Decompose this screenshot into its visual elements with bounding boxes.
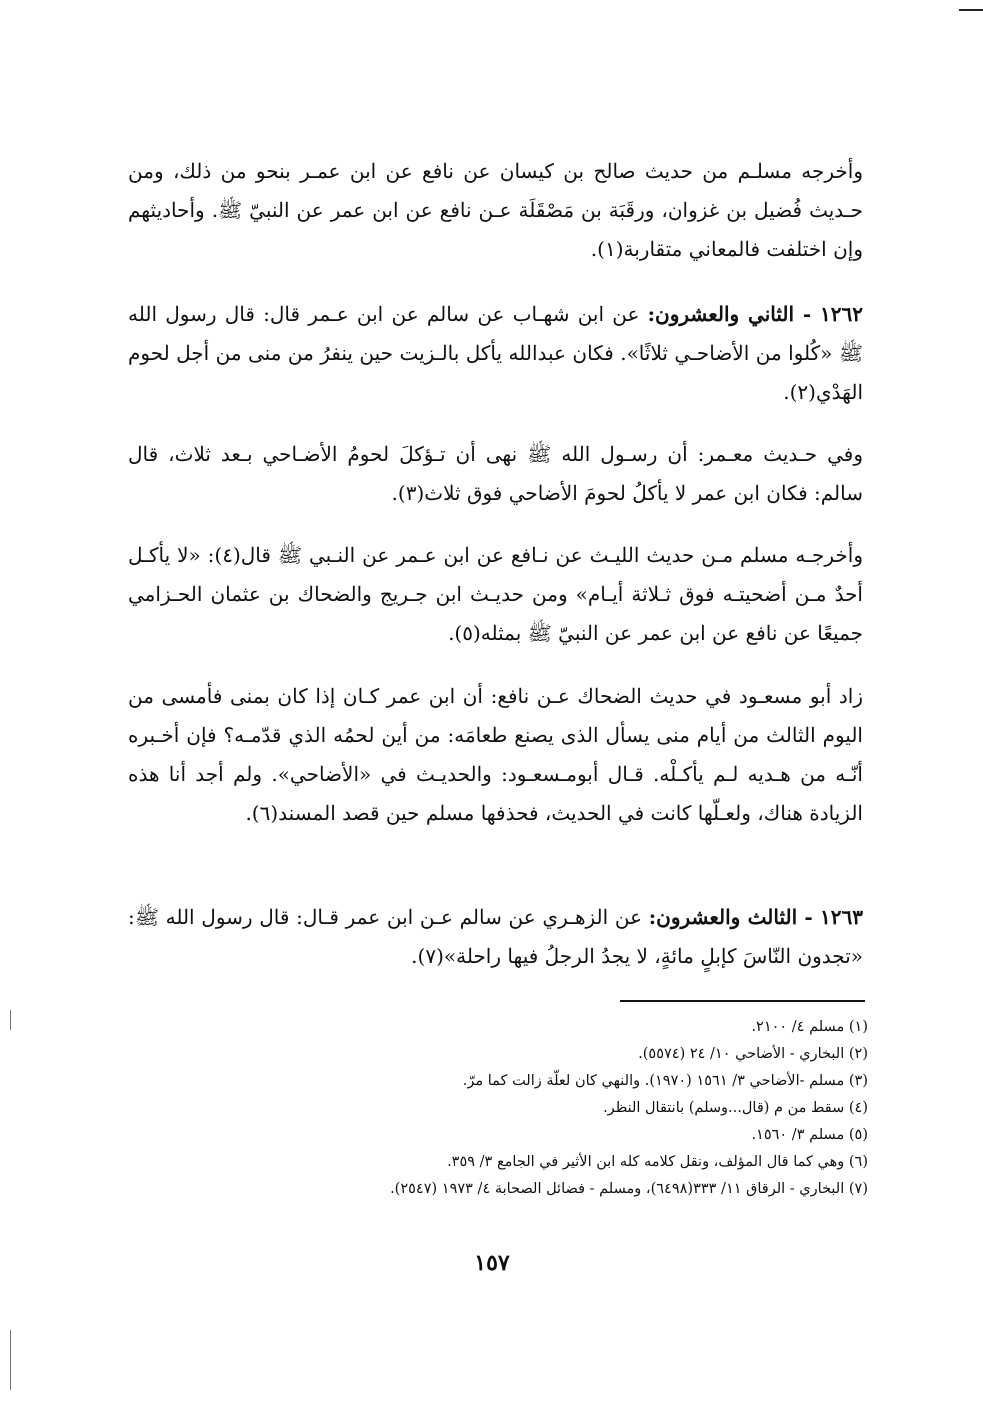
footnote: (٥) مسلم ٣/ ١٥٦٠. <box>751 1127 868 1143</box>
footnote: (١) مسلم ٤/ ٢١٠٠. <box>751 1019 868 1035</box>
paragraph-text: عن ابن شهـاب عن سالم عن ابن عـمر قال: قال رسول الله ﷺ «كُلوا من الأضاحـي ثلاثًا». فكان عبدالله يأكل بالـزيت حين ينفرُ من منى من أجل لحوم الهَدْي(٢). <box>128 302 863 404</box>
paragraph-text: وفي حـديث معـمر: أن رسـول الله ﷺ نهى أن تـؤكلَ لحومُ الأضـاحي بـعد ثلاث، قال سالم: فكان ابن عمر لا يأكلُ لحومَ الأضاحي فوق ثلاث(٣). <box>128 442 863 505</box>
paragraph-2 <box>128 295 863 412</box>
footnote: (٢) البخاري - الأضاحي ١٠/ ٢٤ (٥٥٧٤). <box>638 1046 868 1062</box>
paragraph-6 <box>128 898 863 976</box>
paragraph-3 <box>128 435 863 513</box>
footnote: (٦) وهي كما قال المؤلف، ونقل كلامه كله ابن الأثير في الجامع ٣/ ٣٥٩. <box>447 1154 868 1170</box>
paragraph-text: وأخرجـه مسلم مـن حديث الليـث عن نـافع عن ابن عـمر عن النـبي ﷺ قال(٤): «لا يأكـل أحدٌ مـن أضحيتـه فوق ثـلاثة أيـام» ومن حديـث ابن جـريج والضحاك بن عثمان الحـزامي جميعًا عن نافع عن ابن عمر عن النبيّ ﷺ بمثله(٥). <box>128 543 863 645</box>
paragraph-1 <box>128 152 863 269</box>
scan-edge-line <box>10 1330 11 1390</box>
scan-edge-line <box>10 1010 11 1030</box>
paragraph-text: زاد أبو مسعـود في حديث الضحاك عـن نافع: أن ابن عمر كـان إذا كان بمنى فأمسى من اليوم الثالث من أيام منى يسأل الذى يصنع طعامَه: من أين لحمُه الذي قدّمـه؟ فإن أخـبره أنّـه من هـديه لـم يأكـلْه. قـال أبومـسعـود: والحديـث في «الأضاحي». ولم أجد أنا هذه الزيادة هناك، ولعـلّها كانت في الحديث، فحذفها مسلم حين قصد المسند(٦). <box>128 684 863 825</box>
paragraph-4 <box>128 536 863 653</box>
paragraph-5 <box>128 677 863 833</box>
footnotes-list <box>250 1014 868 1203</box>
hadith-heading: ١٢٦٣ - الثالث والعشرون: <box>648 905 863 929</box>
footnote: (٣) مسلم -الأضاحي ٣/ ١٥٦١ (١٩٧٠). والنهي كان لعلّة زالت كما مرّ. <box>462 1073 868 1089</box>
paragraph-text: عن الزهـري عن سالم عـن ابن عمر قـال: قال رسول الله ﷺ: «تجدون النّاسَ كإبلٍ مائةٍ، لا يجدُ الرجلُ فيها راحلة»(٧). <box>128 905 863 968</box>
footnote: (٤) سقط من م (قال...وسلم) بانتقال النظر. <box>603 1100 868 1116</box>
page-number: ١٥٧ <box>474 1250 510 1276</box>
hadith-heading: ١٢٦٢ - الثاني والعشرون: <box>647 302 863 326</box>
footnote: (٧) البخاري - الرقاق ١١/ ٣٣٣(٦٤٩٨)، ومسلم - فضائل الصحابة ٤/ ١٩٧٣ (٢٥٤٧). <box>390 1181 868 1197</box>
scan-corner-mark <box>959 9 983 11</box>
paragraph-text: وأخرجه مسلـم من حديث صالح بن كيسان عن نافع عن ابن عمـر بنحو من ذلك، ومن حـديث فُضيل بن غزوان، ورقَبَة بن مَصْقَلَة عـن نافع عن ابن عمر عن النبيّ ﷺ. وأحاديثهم وإن اختلفت فالمعاني متقاربة(١). <box>128 159 863 261</box>
footnote-separator <box>620 1000 865 1002</box>
